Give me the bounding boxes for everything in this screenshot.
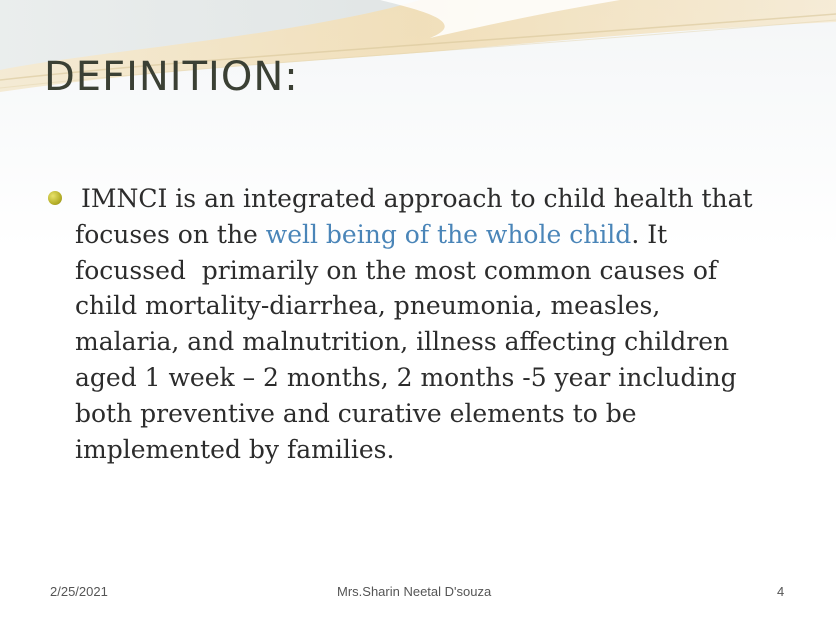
highlighted-phrase: well being of the whole child [265,219,632,249]
body-line-5: malaria, and malnutrition, illness affecting children [75,327,730,357]
footer-date: 2/25/2021 [50,584,108,599]
definition-paragraph [75,181,795,467]
slide-title: DEFINITION: [44,54,299,100]
body-line-3: focussed primarily on the most common causes of [75,255,718,285]
footer-author: Mrs.Sharin Neetal D'souza [337,584,492,599]
body-line-2 [75,217,795,253]
body-line-8: implemented by families. [75,434,395,464]
bullet-icon [48,191,62,205]
body-line-6: aged 1 week – 2 months, 2 months -5 year including [75,362,737,392]
body-line-2-suffix: . It [631,219,668,249]
body-line-1: IMNCI is an integrated approach to child health that [81,184,753,213]
footer-page-number: 4 [777,584,785,599]
body-line-2-prefix: focuses on the [75,219,266,249]
body-line-4: child mortality-diarrhea, pneumonia, measles, [75,291,661,321]
body-line-7: both preventive and curative elements to be [75,398,637,428]
